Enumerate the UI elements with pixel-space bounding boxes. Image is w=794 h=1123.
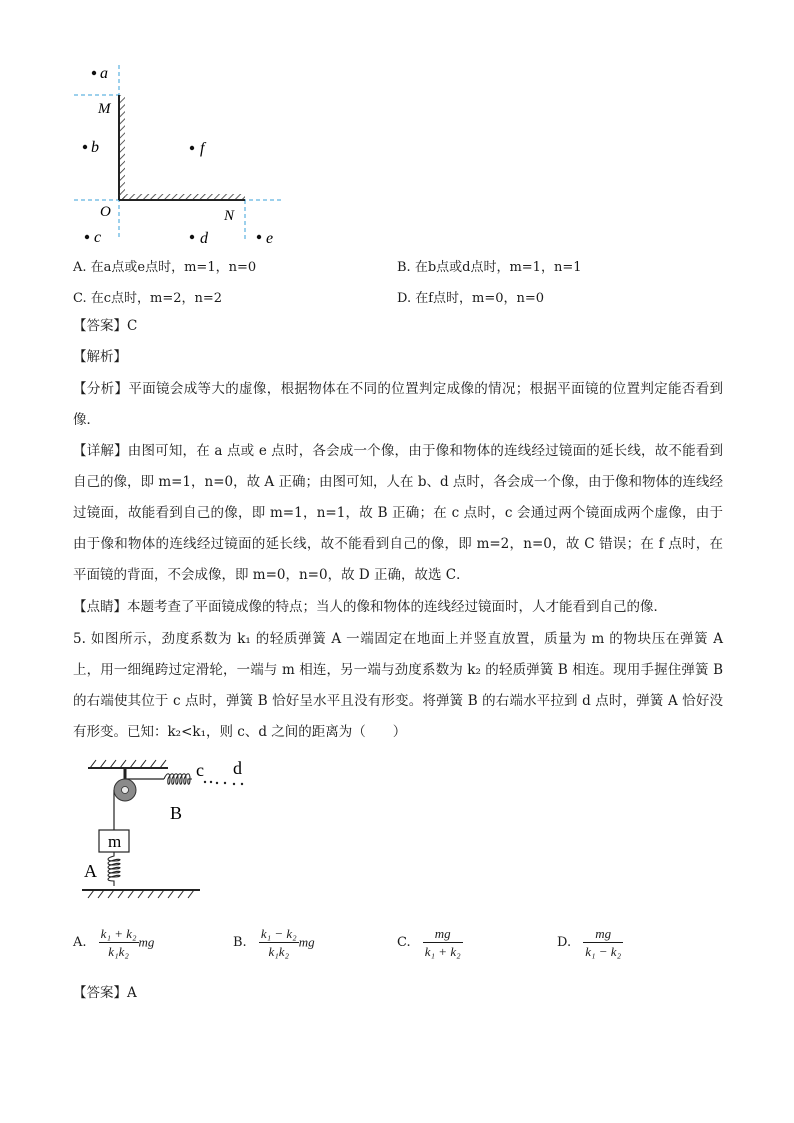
label-d: d xyxy=(200,230,208,247)
xiangjie-text: 由图可知，在 a 点或 e 点时，各会成一个像，由于像和物体的连线经过镜面的延长线，故不能看到自己的像，即 m=1，n=0，故 A 正确；由图可知，人在 b、d 点时，各会成一个像，由于像和物体的连线经过镜面，故能看到自己的像，即 m=1，n=1，故 B 正确；在 c 点时，c 会通过两个镜面成两个虚像，由于由于像和物体的连线经过镜面的延长线，故不能看到自己的像，即 m=2，n=0，故 C 错误；在 f 点时，在平面镜的背面，不会成像，即 m=0，n=0，故 D 正确，故选 C． xyxy=(73,443,724,583)
point-a xyxy=(92,71,96,75)
q5-option-d xyxy=(557,925,623,960)
dianjing-label: 【点睛】 xyxy=(73,599,127,615)
q5-option-b-letter: B. xyxy=(233,935,247,950)
label-c: c xyxy=(94,229,102,246)
answer-label: 【答案】 xyxy=(73,318,127,334)
point-d xyxy=(190,235,194,239)
point-f xyxy=(190,146,194,150)
label-a: a xyxy=(100,65,108,82)
answer-value: C xyxy=(127,318,138,334)
analysis-heading: 【解析】 xyxy=(73,349,127,365)
mirror-diagram xyxy=(70,60,290,250)
q4-option-b: B. 在b点或d点时，m=1，n=1 xyxy=(397,260,582,275)
q5-option-a-den: k₁k₂ xyxy=(108,944,129,959)
dotted-path xyxy=(204,781,243,785)
q5-option-c-letter: C. xyxy=(397,935,411,950)
label-b: b xyxy=(91,139,99,156)
q5-option-a-num: k₁ + k₂ xyxy=(100,926,137,941)
spring-a xyxy=(108,852,120,886)
q5-option-b-suffix: mg xyxy=(298,934,315,950)
label-a2: A xyxy=(84,861,97,881)
dianjing-paragraph xyxy=(73,592,723,623)
point-e xyxy=(257,235,261,239)
ground-hatch xyxy=(88,890,194,898)
point-b xyxy=(83,145,87,149)
q5-option-a-suffix: mg xyxy=(138,934,155,950)
q5-answer-value: A xyxy=(127,985,137,1001)
label-c2: c xyxy=(196,760,204,780)
q5-option-b xyxy=(233,925,315,960)
q5-stem: 5. 如图所示，劲度系数为 k₁ 的轻质弹簧 A 一端固定在地面上并竖直放置，质量为 m 的物块压在弹簧 A 上，用一细绳跨过定滑轮，一端与 m 相连，另一端与劲度系数为 k₂ 的轻质弹簧 B 相连。现用手握住弹簧 B 的右端使其位于 c 点时，弹簧 B 恰好呈水平且没有形变。将弹簧 B 的右端水平拉到 d 点时，弹簧 A 恰好没有形变。已知：k₂<k₁，则 c、d 之间的距离为（ ） xyxy=(73,631,723,740)
label-o: O xyxy=(100,204,111,220)
label-b2: B xyxy=(170,803,183,823)
label-f: f xyxy=(200,140,205,157)
q5-option-c-den: k₁ + k₂ xyxy=(424,944,461,959)
q5-option-d-num: mg xyxy=(583,925,623,943)
q5-option-b-den: k₁k₂ xyxy=(268,944,290,959)
q5-answer-label: 【答案】 xyxy=(73,985,127,1001)
q5-option-d-letter: D. xyxy=(557,935,572,950)
q5-answer xyxy=(73,983,137,1003)
fenxi-text: 平面镜会成等大的虚像，根据物体在不同的位置判定成像的情况；根据平面镜的位置判定能否看到像． xyxy=(73,381,724,428)
q4-option-c: C. 在c点时，m=2，n=2 xyxy=(73,291,223,306)
pulley-axle xyxy=(122,787,129,794)
q4-option-a: A. 在a点或e点时，m=1，n=0 xyxy=(73,260,257,275)
fenxi-label: 【分析】 xyxy=(73,381,129,397)
fenxi-paragraph xyxy=(73,374,723,436)
label-m: M xyxy=(98,101,111,117)
label-d2: d xyxy=(233,758,242,778)
q4-answer xyxy=(73,316,137,336)
q5-option-a xyxy=(73,925,154,960)
label-m2: m xyxy=(108,832,122,851)
xiangjie-label: 【详解】 xyxy=(73,443,128,459)
dianjing-text: 本题考查了平面镜成像的特点；当人的像和物体的连线经过镜面时，人才能看到自己的像． xyxy=(127,599,667,615)
q5-option-b-num: k₁ − k₂ xyxy=(260,926,297,941)
xiangjie-paragraph xyxy=(73,436,723,591)
spring-pulley-diagram xyxy=(80,752,270,902)
label-e: e xyxy=(266,230,274,247)
q5-option-c xyxy=(397,925,463,960)
label-n: N xyxy=(224,208,235,224)
spring-b xyxy=(164,774,192,785)
q4-option-d: D. 在f点时，m=0，n=0 xyxy=(397,291,545,306)
point-c xyxy=(85,235,89,239)
ceiling-hatch xyxy=(90,760,166,768)
q5-option-d-den: k₁ − k₂ xyxy=(585,944,622,959)
q5-option-a-letter: A. xyxy=(73,935,87,950)
q5-option-c-num: mg xyxy=(423,925,463,943)
